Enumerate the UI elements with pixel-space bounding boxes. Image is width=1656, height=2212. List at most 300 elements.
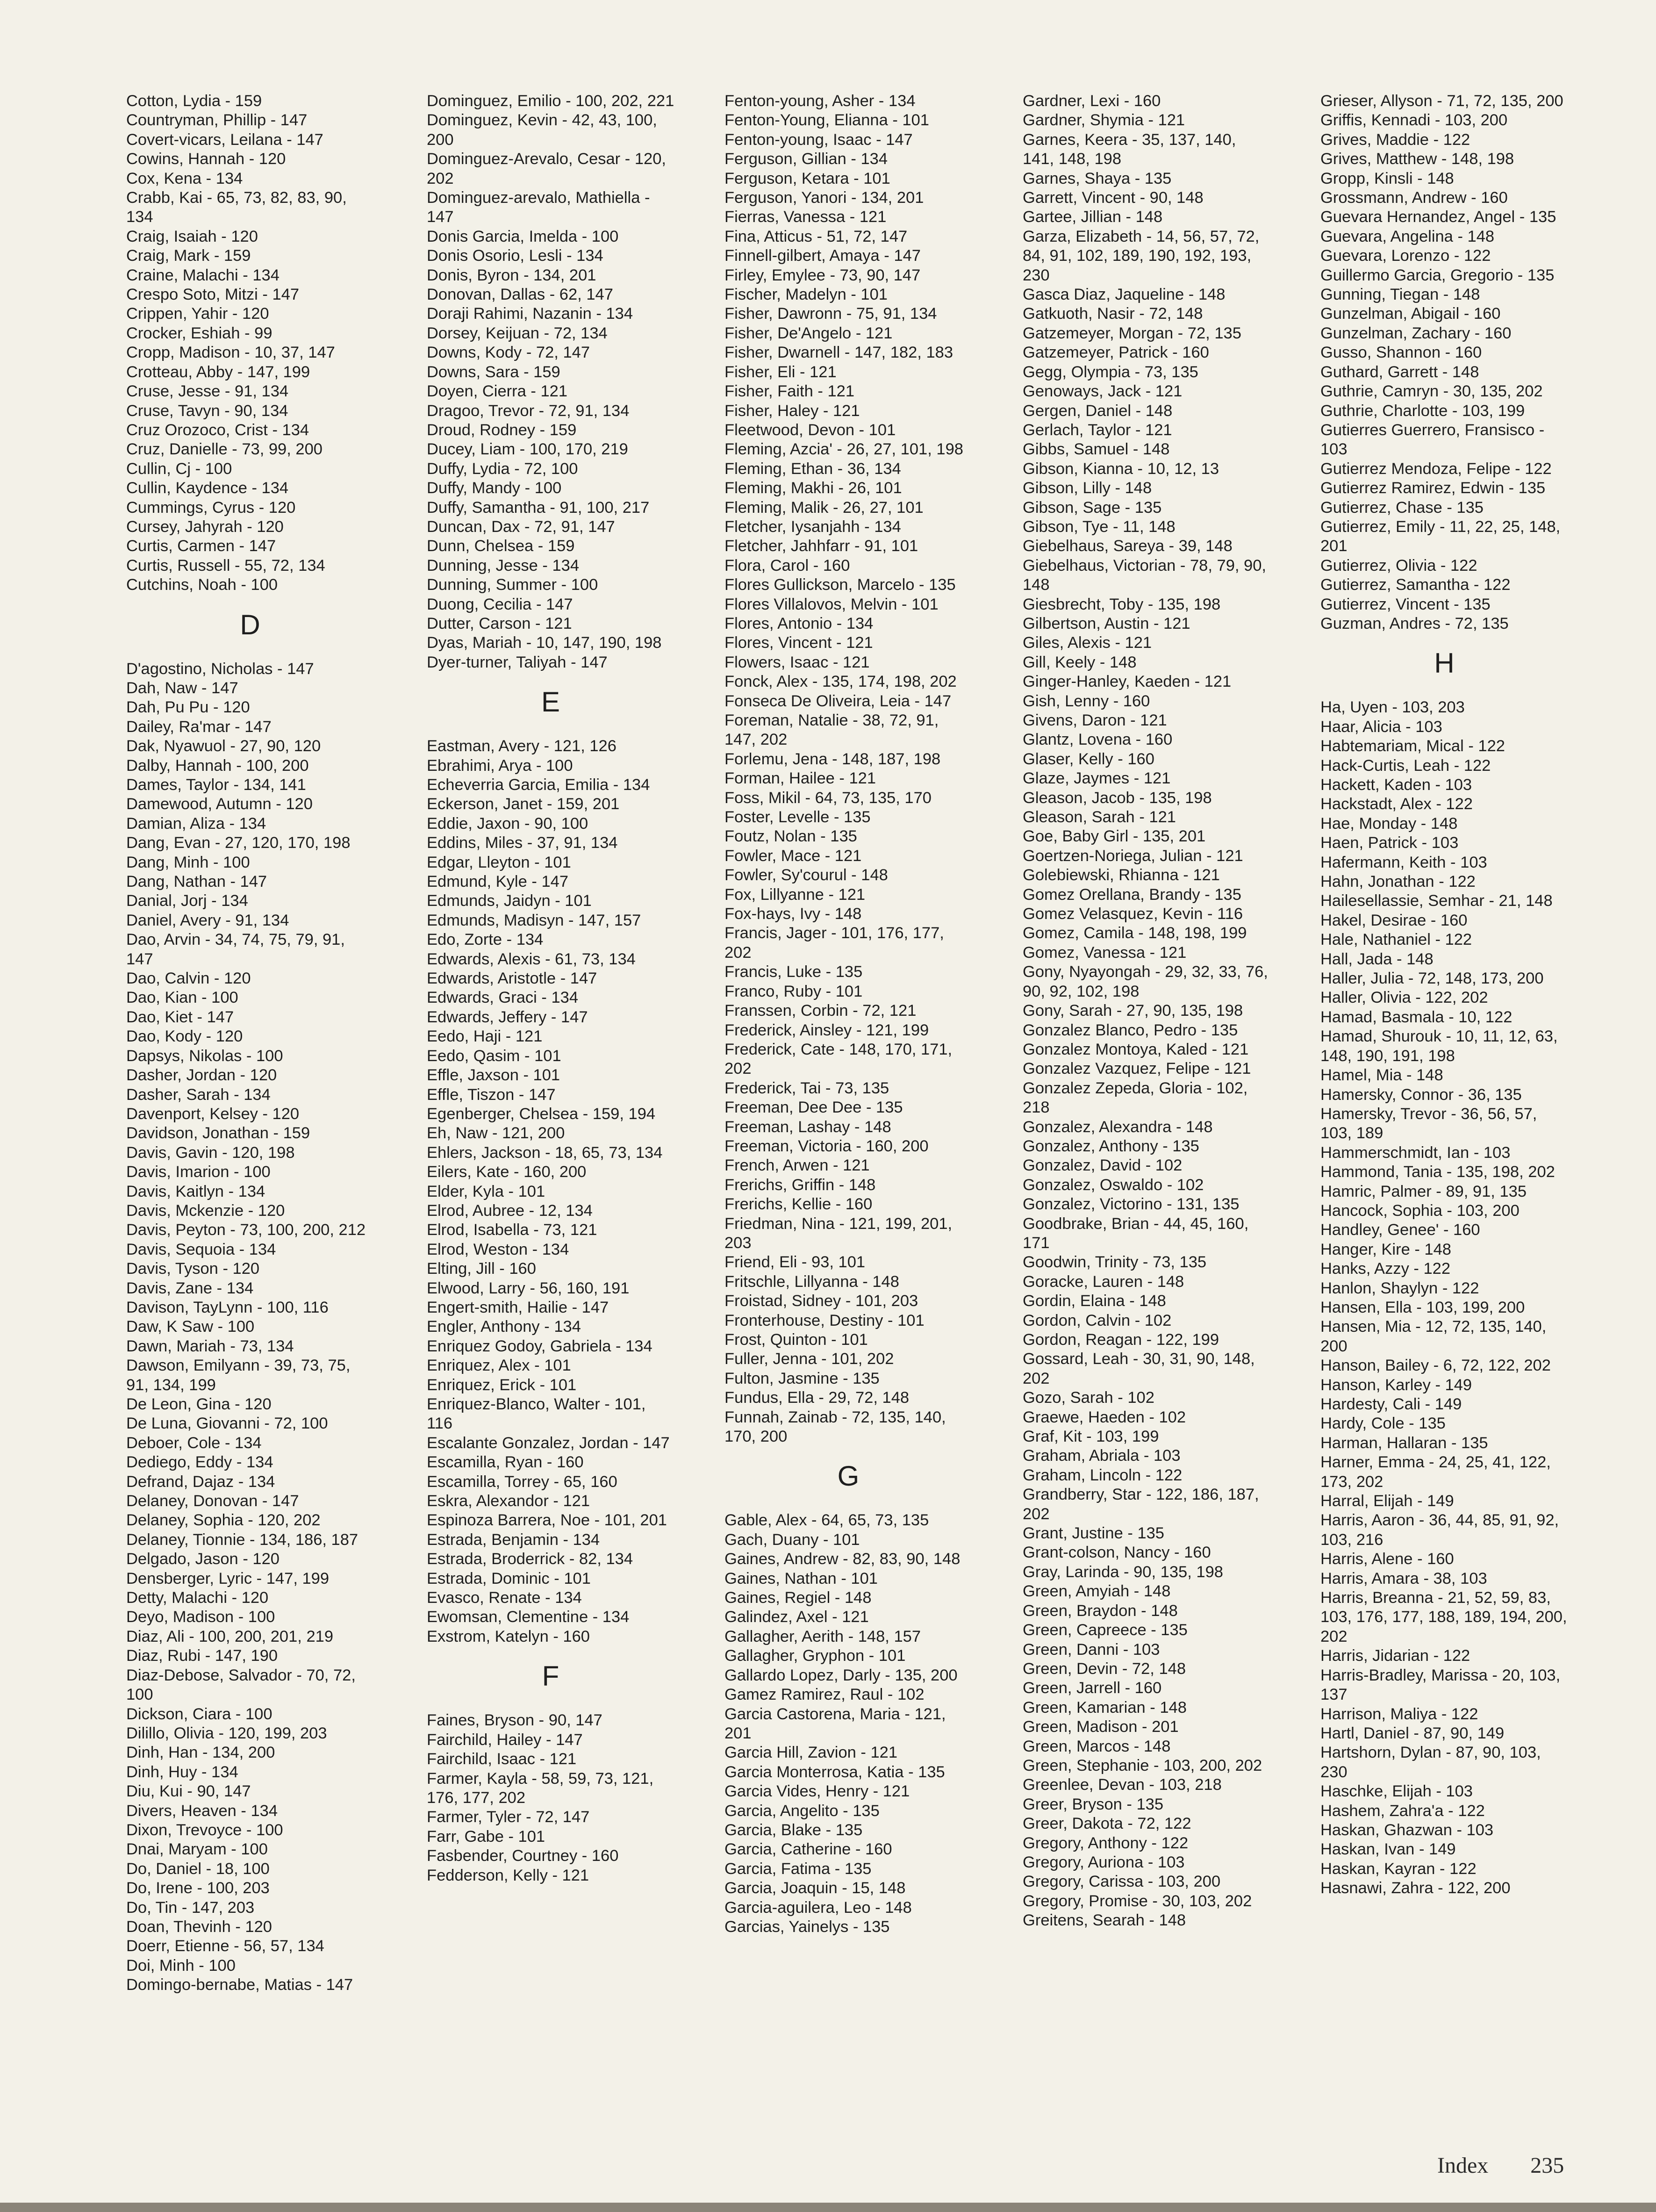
index-entry: Guzman, Andres - 72, 135 <box>1320 614 1509 632</box>
index-entry: Hae, Monday - 148 <box>1320 814 1458 833</box>
index-entry: Franco, Ruby - 101 <box>724 982 863 1000</box>
index-entry: Echeverria Garcia, Emilia - 134 <box>427 776 650 794</box>
index-entry: Grives, Matthew - 148, 198 <box>1320 150 1514 168</box>
index-entry: Egenberger, Chelsea - 159, 194 <box>427 1105 656 1123</box>
index-entry: Cruz Orozoco, Crist - 134 <box>126 421 309 439</box>
index-entry: Gregory, Carissa - 103, 200 <box>1023 1873 1221 1891</box>
index-entry: Forlemu, Jena - 148, 187, 198 <box>724 750 941 768</box>
index-entry: Davis, Tyson - 120 <box>126 1260 260 1278</box>
index-entry: Escalante Gonzalez, Jordan - 147 <box>427 1434 670 1452</box>
index-entry: Flora, Carol - 160 <box>724 556 850 575</box>
index-entry: Harris, Breanna - 21, 52, 59, 83, 103, 176, 177, 188, 189, 194, 200, 202 <box>1320 1589 1567 1645</box>
index-entry: Gutierres Guerrero, Fransisco - 103 <box>1320 421 1545 459</box>
index-entry: Gish, Lenny - 160 <box>1023 692 1150 710</box>
index-entry: Gamez Ramirez, Raul - 102 <box>724 1686 925 1704</box>
index-entry: Garcia Vides, Henry - 121 <box>724 1782 910 1801</box>
index-entry: Guillermo Garcia, Gregorio - 135 <box>1320 266 1555 284</box>
index-entry: Gatkuoth, Nasir - 72, 148 <box>1023 305 1203 323</box>
index-entry: Gordin, Elaina - 148 <box>1023 1292 1166 1310</box>
index-entry: Hamric, Palmer - 89, 91, 135 <box>1320 1182 1527 1200</box>
index-entry: Dominguez, Kevin - 42, 43, 100, 200 <box>427 111 657 149</box>
index-entry: Dasher, Sarah - 134 <box>126 1085 271 1104</box>
index-entry: Edwards, Alexis - 61, 73, 134 <box>427 950 636 968</box>
index-entry: Goracke, Lauren - 148 <box>1023 1272 1184 1291</box>
index-entry: Gutierrez Ramirez, Edwin - 135 <box>1320 479 1546 497</box>
index-entry: Dunning, Summer - 100 <box>427 576 598 594</box>
index-entry: Densberger, Lyric - 147, 199 <box>126 1569 330 1587</box>
index-entry: Hardy, Cole - 135 <box>1320 1415 1446 1433</box>
index-entry: Gonzalez, Alexandra - 148 <box>1023 1118 1213 1136</box>
index-entry: Flores, Vincent - 121 <box>724 634 873 652</box>
index-entry: Hanks, Azzy - 122 <box>1320 1260 1451 1278</box>
index-entry: Hamad, Shurouk - 10, 11, 12, 63, 148, 190, 191, 198 <box>1320 1027 1558 1065</box>
index-entry: Enriquez-Blanco, Walter - 101, 116 <box>427 1395 646 1433</box>
index-entry: Fisher, Dawronn - 75, 91, 134 <box>724 305 937 323</box>
index-entry: Hall, Jada - 148 <box>1320 950 1434 968</box>
index-entry: Droud, Rodney - 159 <box>427 421 577 439</box>
index-entry: Eckerson, Janet - 159, 201 <box>427 795 620 813</box>
index-entry: Cox, Kena - 134 <box>126 169 243 187</box>
index-entry: Fonck, Alex - 135, 174, 198, 202 <box>724 673 957 691</box>
index-entry: Green, Danni - 103 <box>1023 1640 1160 1659</box>
index-entry: Eddie, Jaxon - 90, 100 <box>427 814 588 833</box>
index-entry: Dawn, Mariah - 73, 134 <box>126 1337 294 1355</box>
section-letter-heading: H <box>1434 647 1455 679</box>
index-entry: Fedderson, Kelly - 121 <box>427 1866 589 1884</box>
index-entry: Gibbs, Samuel - 148 <box>1023 440 1170 459</box>
index-entry: Hancock, Sophia - 103, 200 <box>1320 1201 1520 1220</box>
index-entry: Craine, Malachi - 134 <box>126 266 280 284</box>
index-entry: Garrett, Vincent - 90, 148 <box>1023 189 1204 207</box>
index-entry: Gatzemeyer, Patrick - 160 <box>1023 344 1209 362</box>
index-entry: Gonzalez, David - 102 <box>1023 1156 1183 1175</box>
index-entry: Crocker, Eshiah - 99 <box>126 324 272 342</box>
index-entry: Grant, Justine - 135 <box>1023 1524 1164 1543</box>
index-entry: Diaz, Rubi - 147, 190 <box>126 1647 278 1665</box>
index-entry: Hardesty, Cali - 149 <box>1320 1395 1462 1413</box>
index-entry: Gibson, Tye - 11, 148 <box>1023 517 1176 536</box>
index-entry: Ferguson, Ketara - 101 <box>724 169 890 187</box>
index-entry: Dang, Evan - 27, 120, 170, 198 <box>126 834 351 852</box>
index-entry: Gach, Duany - 101 <box>724 1530 860 1549</box>
index-entry: Hamersky, Connor - 36, 135 <box>1320 1085 1522 1104</box>
index-entry: Harner, Emma - 24, 25, 41, 122, 173, 202 <box>1320 1453 1551 1491</box>
index-entry: Golebiewski, Rhianna - 121 <box>1023 866 1220 884</box>
index-entry: Curtis, Russell - 55, 72, 134 <box>126 556 325 575</box>
index-entry: Damian, Aliza - 134 <box>126 814 266 833</box>
index-entry: Covert-vicars, Leilana - 147 <box>126 130 323 149</box>
section-letter-heading: F <box>542 1660 559 1692</box>
index-entry: Doyen, Cierra - 121 <box>427 382 568 401</box>
index-entry: Donis Osorio, Lesli - 134 <box>427 247 603 265</box>
index-entry: Hanger, Kire - 148 <box>1320 1240 1451 1258</box>
index-entry: Gomez Velasquez, Kevin - 116 <box>1023 905 1243 923</box>
index-entry: Fisher, Haley - 121 <box>724 402 860 420</box>
index-entry: Frederick, Tai - 73, 135 <box>724 1079 889 1097</box>
index-entry: Detty, Malachi - 120 <box>126 1589 269 1607</box>
index-entry: Ginger-Hanley, Kaeden - 121 <box>1023 673 1232 691</box>
index-entry: Crespo Soto, Mitzi - 147 <box>126 286 300 304</box>
index-entry: Edmund, Kyle - 147 <box>427 873 569 891</box>
index-entry: Davis, Sequoia - 134 <box>126 1240 276 1258</box>
index-entry: Faines, Bryson - 90, 147 <box>427 1711 602 1730</box>
index-entry: Edmunds, Jaidyn - 101 <box>427 892 592 910</box>
index-entry: Gunzelman, Zachary - 160 <box>1320 324 1512 342</box>
index-entry: Haller, Olivia - 122, 202 <box>1320 989 1488 1007</box>
index-entry: Fronterhouse, Destiny - 101 <box>724 1311 925 1329</box>
index-entry: Foutz, Nolan - 135 <box>724 827 857 846</box>
index-entry: Flowers, Isaac - 121 <box>724 653 870 671</box>
index-entry: Eedo, Haji - 121 <box>427 1027 543 1046</box>
index-entry: Elder, Kyla - 101 <box>427 1182 545 1200</box>
index-column-1 <box>126 92 374 1995</box>
index-entry: Glaze, Jaymes - 121 <box>1023 769 1171 788</box>
index-entry: Grives, Maddie - 122 <box>1320 130 1470 149</box>
index-entry: Gleason, Sarah - 121 <box>1023 808 1176 826</box>
index-entry: Goertzen-Noriega, Julian - 121 <box>1023 847 1243 865</box>
index-entry: Freeman, Dee Dee - 135 <box>724 1099 903 1117</box>
index-entry: Ferguson, Gillian - 134 <box>724 150 888 168</box>
index-entry: Dominguez, Emilio - 100, 202, 221 <box>427 92 674 110</box>
index-entry: Cutchins, Noah - 100 <box>126 576 278 594</box>
index-entry: Fischer, Madelyn - 101 <box>724 286 888 304</box>
index-entry: Davenport, Kelsey - 120 <box>126 1105 300 1123</box>
index-entry: Ebrahimi, Arya - 100 <box>427 756 573 775</box>
index-entry: Hack-Curtis, Leah - 122 <box>1320 756 1491 775</box>
index-entry: Eastman, Avery - 121, 126 <box>427 737 617 755</box>
footer-section-label: Index <box>1437 2153 1489 2178</box>
index-entry: Funnah, Zainab - 72, 135, 140, 170, 200 <box>724 1408 946 1446</box>
index-entry: Fleming, Makhi - 26, 101 <box>724 479 902 497</box>
index-entry: Garcia, Catherine - 160 <box>724 1840 892 1859</box>
index-entry: Gunning, Tiegan - 148 <box>1320 286 1480 304</box>
index-entry: Green, Amyiah - 148 <box>1023 1582 1171 1601</box>
index-entry: Gregory, Anthony - 122 <box>1023 1834 1189 1852</box>
index-entry: Eddins, Miles - 37, 91, 134 <box>427 834 618 852</box>
index-entry: Dalby, Hannah - 100, 200 <box>126 756 309 775</box>
index-entry: Hammerschmidt, Ian - 103 <box>1320 1143 1511 1162</box>
index-entry: Elwood, Larry - 56, 160, 191 <box>427 1279 630 1297</box>
index-entry: Haar, Alicia - 103 <box>1320 718 1442 736</box>
index-entry: Cruz, Danielle - 73, 99, 200 <box>126 440 323 459</box>
index-entry: Fleming, Malik - 26, 27, 101 <box>724 498 924 517</box>
index-entry: Donis Garcia, Imelda - 100 <box>427 227 619 245</box>
index-entry: Espinoza Barrera, Noe - 101, 201 <box>427 1511 667 1530</box>
index-entry: Fisher, Eli - 121 <box>724 363 837 381</box>
index-entry: Harrison, Maliya - 122 <box>1320 1705 1478 1723</box>
index-entry: Do, Tin - 147, 203 <box>126 1898 255 1917</box>
index-entry: Craig, Isaiah - 120 <box>126 227 258 245</box>
index-entry: Ferguson, Yanori - 134, 201 <box>724 189 924 207</box>
index-entry: Davis, Gavin - 120, 198 <box>126 1143 295 1162</box>
index-entry: Evasco, Renate - 134 <box>427 1589 582 1607</box>
index-entry: Hamersky, Trevor - 36, 56, 57, 103, 189 <box>1320 1105 1537 1142</box>
index-entry: Garcia, Fatima - 135 <box>724 1860 872 1878</box>
index-entry: Gallardo Lopez, Darly - 135, 200 <box>724 1666 958 1684</box>
index-entry: Estrada, Benjamin - 134 <box>427 1530 600 1549</box>
section-letter-heading: E <box>541 686 560 718</box>
index-entry: Dutter, Carson - 121 <box>427 614 572 632</box>
index-column-5 <box>1320 92 1568 1898</box>
index-entry: French, Arwen - 121 <box>724 1156 870 1175</box>
index-entry: Doan, Thevinh - 120 <box>126 1918 272 1936</box>
index-entry: Grant-colson, Nancy - 160 <box>1023 1544 1211 1562</box>
index-entry: Haskan, Kayran - 122 <box>1320 1860 1477 1878</box>
index-entry: Gallagher, Aerith - 148, 157 <box>724 1627 921 1645</box>
index-entry: Fenton-Young, Elianna - 101 <box>724 111 929 129</box>
index-entry: Hahn, Jonathan - 122 <box>1320 873 1476 891</box>
index-entry: Craig, Mark - 159 <box>126 247 251 265</box>
index-entry: Dixon, Trevoyce - 100 <box>126 1821 283 1839</box>
index-entry: Donis, Byron - 134, 201 <box>427 266 596 284</box>
index-entry: Green, Jarrell - 160 <box>1023 1679 1162 1697</box>
index-entry: Fulton, Jasmine - 135 <box>724 1369 880 1387</box>
index-entry: Edgar, Lleyton - 101 <box>427 853 571 871</box>
index-entry: Cotton, Lydia - 159 <box>126 92 262 110</box>
index-entry: Guevara, Angelina - 148 <box>1320 227 1495 245</box>
index-entry: Franssen, Corbin - 72, 121 <box>724 1002 917 1020</box>
index-entry: Graf, Kit - 103, 199 <box>1023 1428 1159 1446</box>
index-entry: Francis, Luke - 135 <box>724 963 863 981</box>
index-entry: Enriquez, Erick - 101 <box>427 1376 577 1394</box>
index-entry: Dawson, Emilyann - 39, 73, 75, 91, 134, 199 <box>126 1357 351 1394</box>
index-entry: Gonzalez Montoya, Kaled - 121 <box>1023 1040 1249 1058</box>
index-entry: Harris, Amara - 38, 103 <box>1320 1569 1487 1587</box>
index-entry: Gordon, Calvin - 102 <box>1023 1311 1172 1329</box>
index-entry: Daniel, Avery - 91, 134 <box>126 911 289 929</box>
index-entry: Do, Irene - 100, 203 <box>126 1879 270 1897</box>
index-entry: Fletcher, Jahhfarr - 91, 101 <box>724 537 918 555</box>
index-entry: Delaney, Donovan - 147 <box>126 1492 299 1510</box>
index-entry: Hammond, Tania - 135, 198, 202 <box>1320 1163 1555 1181</box>
index-entry: Francis, Jager - 101, 176, 177, 202 <box>724 924 944 962</box>
index-entry: Fasbender, Courtney - 160 <box>427 1847 619 1865</box>
index-entry: Danial, Jorj - 134 <box>126 892 248 910</box>
index-entry: Gony, Nyayongah - 29, 32, 33, 76, 90, 92, 102, 198 <box>1023 963 1268 1000</box>
index-entry: Deyo, Madison - 100 <box>126 1608 275 1626</box>
index-entry: Garza, Elizabeth - 14, 56, 57, 72, 84, 91, 102, 189, 190, 192, 193, 230 <box>1023 227 1260 284</box>
index-entry: Duffy, Samantha - 91, 100, 217 <box>427 498 650 517</box>
index-entry: Hakel, Desirae - 160 <box>1320 911 1468 929</box>
index-entry: Fonseca De Oliveira, Leia - 147 <box>724 692 952 710</box>
index-entry: Dominguez-arevalo, Mathiella - 147 <box>427 189 650 226</box>
index-entry: Fina, Atticus - 51, 72, 147 <box>724 227 908 245</box>
index-entry: Giles, Alexis - 121 <box>1023 634 1152 652</box>
index-entry: Fox, Lillyanne - 121 <box>724 885 866 904</box>
index-entry: Hartl, Daniel - 87, 90, 149 <box>1320 1724 1505 1742</box>
index-entry: Gibson, Lilly - 148 <box>1023 479 1152 497</box>
page-number: 235 <box>1530 2153 1564 2178</box>
index-entry: Haskan, Ivan - 149 <box>1320 1840 1456 1859</box>
index-entry: Gleason, Jacob - 135, 198 <box>1023 789 1212 807</box>
index-entry: Goodbrake, Brian - 44, 45, 160, 171 <box>1023 1214 1249 1252</box>
index-entry: Gutierrez, Chase - 135 <box>1320 498 1484 517</box>
index-entry: Edo, Zorte - 134 <box>427 931 544 949</box>
index-entry: Haller, Julia - 72, 148, 173, 200 <box>1320 970 1544 988</box>
index-entry: Dnai, Maryam - 100 <box>126 1840 268 1859</box>
index-entry: Dediego, Eddy - 134 <box>126 1453 273 1472</box>
index-entry: Eskra, Alexandor - 121 <box>427 1492 590 1510</box>
index-entry: Downs, Sara - 159 <box>427 363 560 381</box>
index-entry: Fowler, Mace - 121 <box>724 847 862 865</box>
index-entry: Deboer, Cole - 134 <box>126 1434 262 1452</box>
index-entry: Hartshorn, Dylan - 87, 90, 103, 230 <box>1320 1744 1541 1781</box>
index-entry: Dunning, Jesse - 134 <box>427 556 580 575</box>
index-entry: Engler, Anthony - 134 <box>427 1318 581 1336</box>
index-entry: Davis, Imarion - 100 <box>126 1163 271 1181</box>
index-entry: Cummings, Cyrus - 120 <box>126 498 296 517</box>
index-entry: Gaines, Andrew - 82, 83, 90, 148 <box>724 1550 961 1568</box>
index-entry: Exstrom, Katelyn - 160 <box>427 1627 590 1645</box>
index-entry: Grossmann, Andrew - 160 <box>1320 189 1508 207</box>
index-entry: Gusso, Shannon - 160 <box>1320 344 1482 362</box>
index-entry: Gray, Larinda - 90, 135, 198 <box>1023 1563 1223 1581</box>
index-entry: Gutierrez, Vincent - 135 <box>1320 595 1491 613</box>
index-entry: Damewood, Autumn - 120 <box>126 795 313 813</box>
index-entry: Ha, Uyen - 103, 203 <box>1320 698 1465 717</box>
index-entry: Greitens, Searah - 148 <box>1023 1911 1186 1930</box>
index-entry: Edwards, Graci - 134 <box>427 989 579 1007</box>
index-entry: De Leon, Gina - 120 <box>126 1395 272 1413</box>
index-entry: Hackett, Kaden - 103 <box>1320 776 1472 794</box>
index-entry: Genoways, Jack - 121 <box>1023 382 1183 401</box>
index-entry: Fowler, Sy'courul - 148 <box>724 866 888 884</box>
index-entry: Delgado, Jason - 120 <box>126 1550 280 1568</box>
index-entry: Hackstadt, Alex - 122 <box>1320 795 1473 813</box>
index-entry: Gomez Orellana, Brandy - 135 <box>1023 885 1241 904</box>
index-entry: Diaz, Ali - 100, 200, 201, 219 <box>126 1627 334 1645</box>
index-entry: Handley, Genee' - 160 <box>1320 1221 1480 1239</box>
index-entry: Delaney, Tionnie - 134, 186, 187 <box>126 1530 358 1549</box>
index-entry: Dasher, Jordan - 120 <box>126 1066 277 1084</box>
index-entry: Gregory, Promise - 30, 103, 202 <box>1023 1892 1252 1910</box>
index-entry: Effle, Jaxson - 101 <box>427 1066 560 1084</box>
index-entry: Ewomsan, Clementine - 134 <box>427 1608 630 1626</box>
index-entry: Friend, Eli - 93, 101 <box>724 1253 866 1271</box>
index-entry: Fairchild, Isaac - 121 <box>427 1750 577 1768</box>
index-entry: Doerr, Etienne - 56, 57, 134 <box>126 1937 324 1955</box>
index-entry: Dao, Kian - 100 <box>126 989 238 1007</box>
index-entry: Estrada, Broderrick - 82, 134 <box>427 1550 633 1568</box>
index-entry: Cowins, Hannah - 120 <box>126 150 286 168</box>
index-entry: Gasca Diaz, Jaqueline - 148 <box>1023 286 1226 304</box>
index-entry: Gregory, Auriona - 103 <box>1023 1853 1185 1871</box>
index-entry: Countryman, Phillip - 147 <box>126 111 308 129</box>
index-entry: Farr, Gabe - 101 <box>427 1827 545 1846</box>
index-entry: Hale, Nathaniel - 122 <box>1320 931 1472 949</box>
index-entry: Haskan, Ghazwan - 103 <box>1320 1821 1494 1839</box>
index-entry: Fleetwood, Devon - 101 <box>724 421 896 439</box>
index-column-4 <box>1023 92 1270 1931</box>
index-entry: Defrand, Dajaz - 134 <box>126 1472 275 1491</box>
index-entry: Gordon, Reagan - 122, 199 <box>1023 1331 1219 1349</box>
index-entry: Dorsey, Keijuan - 72, 134 <box>427 324 608 342</box>
index-entry: Foster, Levelle - 135 <box>724 808 871 826</box>
index-entry: Freeman, Victoria - 160, 200 <box>724 1137 929 1155</box>
index-entry: Farmer, Kayla - 58, 59, 73, 121, 176, 177, 202 <box>427 1769 654 1807</box>
index-entry: Guevara Hernandez, Angel - 135 <box>1320 208 1556 226</box>
index-entry: Froistad, Sidney - 101, 203 <box>724 1292 918 1310</box>
index-entry: Gossard, Leah - 30, 31, 90, 148, 202 <box>1023 1350 1255 1387</box>
index-entry: Dilillo, Olivia - 120, 199, 203 <box>126 1724 327 1742</box>
index-entry: Dao, Calvin - 120 <box>126 970 251 988</box>
index-entry: Gozo, Sarah - 102 <box>1023 1389 1154 1407</box>
index-entry: Gonzalez Blanco, Pedro - 135 <box>1023 1021 1238 1039</box>
index-entry: Frerichs, Griffin - 148 <box>724 1176 876 1194</box>
index-entry: Cursey, Jahyrah - 120 <box>126 517 284 536</box>
index-entry: Greenlee, Devan - 103, 218 <box>1023 1776 1222 1794</box>
index-entry: Friedman, Nina - 121, 199, 201, 203 <box>724 1214 953 1252</box>
index-entry: Enriquez, Alex - 101 <box>427 1357 571 1375</box>
index-entry: Glaser, Kelly - 160 <box>1023 750 1154 768</box>
index-entry: Fritschle, Lillyanna - 148 <box>724 1272 899 1291</box>
index-entry: Fundus, Ella - 29, 72, 148 <box>724 1389 910 1407</box>
index-entry: Grandberry, Star - 122, 186, 187, 202 <box>1023 1486 1259 1523</box>
index-entry: Harris, Alene - 160 <box>1320 1550 1454 1568</box>
index-entry: Gomez, Camila - 148, 198, 199 <box>1023 924 1247 942</box>
index-entry: Dah, Pu Pu - 120 <box>126 698 250 717</box>
index-entry: Dyer-turner, Taliyah - 147 <box>427 653 608 671</box>
index-entry: Harris-Bradley, Marissa - 20, 103, 137 <box>1320 1666 1561 1704</box>
index-entry: Fierras, Vanessa - 121 <box>724 208 887 226</box>
index-entry: Hanson, Karley - 149 <box>1320 1376 1472 1394</box>
index-entry: Frost, Quinton - 101 <box>724 1331 868 1349</box>
index-entry: Engert-smith, Hailie - 147 <box>427 1298 609 1316</box>
index-entry: Graham, Lincoln - 122 <box>1023 1466 1183 1484</box>
index-entry: Duffy, Lydia - 72, 100 <box>427 460 578 478</box>
index-entry: Gegg, Olympia - 73, 135 <box>1023 363 1198 381</box>
index-entry: Edwards, Jeffery - 147 <box>427 1008 588 1026</box>
index-entry: Daw, K Saw - 100 <box>126 1318 255 1336</box>
index-entry: Gable, Alex - 64, 65, 73, 135 <box>724 1511 929 1530</box>
index-entry: Gilbertson, Austin - 121 <box>1023 614 1190 632</box>
index-entry: Haschke, Elijah - 103 <box>1320 1782 1473 1801</box>
index-entry: Green, Stephanie - 103, 200, 202 <box>1023 1756 1262 1774</box>
section-letter-heading: D <box>240 609 260 640</box>
index-entry: Dak, Nyawuol - 27, 90, 120 <box>126 737 321 755</box>
index-entry: Flores Gullickson, Marcelo - 135 <box>724 576 956 594</box>
index-entry: Gutierrez, Emily - 11, 22, 25, 148, 201 <box>1320 517 1561 555</box>
index-entry: Fletcher, Iysanjahh - 134 <box>724 517 901 536</box>
index-entry: Galindez, Axel - 121 <box>724 1608 869 1626</box>
index-entry: Gerlach, Taylor - 121 <box>1023 421 1172 439</box>
index-entry: Hafermann, Keith - 103 <box>1320 853 1487 871</box>
index-entry: Duffy, Mandy - 100 <box>427 479 562 497</box>
section-letter-heading: G <box>837 1460 860 1492</box>
index-entry: Garcia, Joaquin - 15, 148 <box>724 1879 906 1897</box>
index-entry: Ehlers, Jackson - 18, 65, 73, 134 <box>427 1143 663 1162</box>
index-entry: Guthrie, Charlotte - 103, 199 <box>1320 402 1525 420</box>
index-entry: Garcia-aguilera, Leo - 148 <box>724 1898 912 1917</box>
index-entry: Escamilla, Torrey - 65, 160 <box>427 1472 617 1491</box>
index-entry: Green, Marcos - 148 <box>1023 1737 1171 1755</box>
index-entry: Gony, Sarah - 27, 90, 135, 198 <box>1023 1002 1243 1020</box>
index-entry: Dyas, Mariah - 10, 147, 190, 198 <box>427 634 662 652</box>
index-entry: Curtis, Carmen - 147 <box>126 537 276 555</box>
index-entry: Eedo, Qasim - 101 <box>427 1047 561 1065</box>
index-entry: Elrod, Aubree - 12, 134 <box>427 1201 593 1220</box>
index-entry: Downs, Kody - 72, 147 <box>427 344 590 362</box>
index-entry: Enriquez Godoy, Gabriela - 134 <box>427 1337 652 1355</box>
index-entry: Gropp, Kinsli - 148 <box>1320 169 1454 187</box>
index-entry: Gonzalez Zepeda, Gloria - 102, 218 <box>1023 1079 1248 1117</box>
index-entry: Dailey, Ra'mar - 147 <box>126 718 272 736</box>
index-entry: Forman, Hailee - 121 <box>724 769 876 788</box>
index-entry: Cropp, Madison - 10, 37, 147 <box>126 344 335 362</box>
index-entry: Haen, Patrick - 103 <box>1320 834 1459 852</box>
index-entry: Gutierrez, Olivia - 122 <box>1320 556 1477 575</box>
index-entry: Duong, Cecilia - 147 <box>427 595 573 613</box>
